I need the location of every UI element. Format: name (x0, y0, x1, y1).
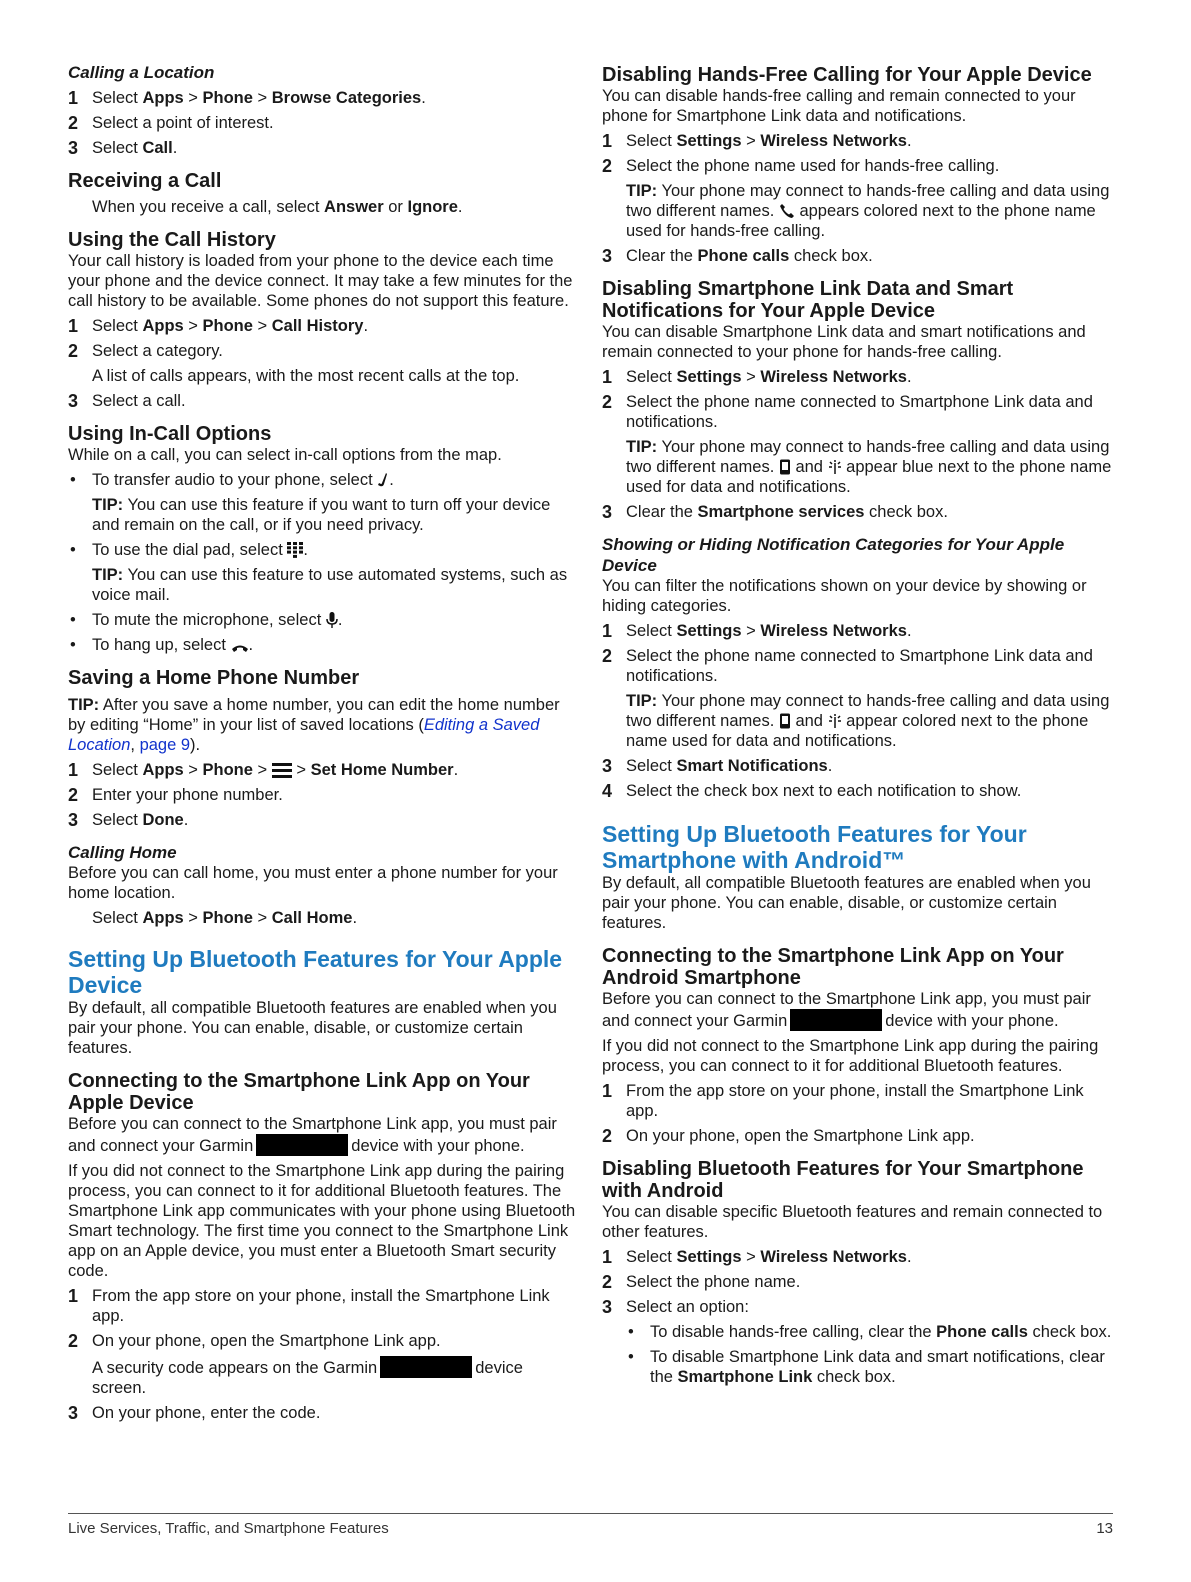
tip: TIP: Your phone may connect to hands-free calling and data using two different names. and appear blue next to the phone name used for data and notifications. (626, 438, 1112, 496)
paragraph: Before you can connect to the Smartphone Link app, you must pair and connect your Garmin device with your phone. (68, 1115, 557, 1155)
paragraph: You can disable specific Bluetooth features and remain connected to other features. (602, 1203, 1103, 1241)
microphone-icon (326, 612, 338, 628)
step: 1 Select Apps > Phone > > Set Home Number. (68, 760, 459, 780)
heading-connect-apple: Connecting to the Smartphone Link App on Your Apple Device (68, 1070, 530, 1114)
step: 1 Select Apps > Phone > Browse Categories. (68, 88, 426, 108)
page-number: 13 (1096, 1520, 1113, 1537)
tip: TIP: Your phone may connect to hands-free calling and data using two different names. appears colored next to the phone name used for hands-free calling. (626, 182, 1110, 240)
tip: TIP: Your phone may connect to hands-free calling and data using two different names. and appear colored next to the phone name used for data and notifications. (626, 692, 1110, 750)
redacted-model (256, 1134, 348, 1156)
paragraph: Your call history is loaded from your phone to the device each time your phone and the device connect. It may take a few minutes for the call history to be available. Some phones do not support this feature. (68, 252, 573, 310)
heading-bluetooth-apple: Setting Up Bluetooth Features for Your Apple Device (68, 946, 563, 998)
right-column (602, 62, 1117, 1387)
paragraph: If you did not connect to the Smartphone Link app during the pairing process, you can connect to it for additional Bluetooth features. The Smartphone Link app communicates with your phone using Bluetooth Smart technology. The first time you connect to the Smartphone Link app on an Apple device, you must enter a Bluetooth Smart security code. (68, 1162, 576, 1280)
heading-in-call-options: Using In-Call Options (68, 423, 272, 445)
paragraph: When you receive a call, select Answer or Ignore. (92, 198, 463, 216)
heading-calling-location: Calling a Location (68, 63, 215, 82)
heading-disable-android: Disabling Bluetooth Features for Your Smartphone with Android (602, 1158, 1084, 1202)
heading-notification-categories: Showing or Hiding Notification Categories for Your Apple Device (602, 535, 1065, 575)
step: 1 Select Settings > Wireless Networks. (602, 131, 912, 151)
paragraph: By default, all compatible Bluetooth features are enabled when you pair your phone. You can enable, disable, or customize certain features. (602, 874, 1091, 932)
tip: TIP: You can use this feature if you want to turn off your device and remain on the call, or if you need privacy. (92, 496, 551, 534)
step: 2 Select the phone name used for hands-free calling. (602, 156, 1000, 176)
step: 3 Clear the Smartphone services check box. (602, 502, 948, 522)
page-9-link[interactable]: page 9 (139, 736, 191, 754)
footer-section-title: Live Services, Traffic, and Smartphone Features (68, 1520, 389, 1537)
heading-receiving-call: Receiving a Call (68, 170, 222, 192)
step: 2 On your phone, open the Smartphone Link app. (68, 1331, 441, 1351)
step-note: A security code appears on the Garmin device screen. (68, 1356, 578, 1398)
step: 3 Select Call. (68, 138, 178, 158)
heading-disable-hands-free: Disabling Hands-Free Calling for Your Apple Device (602, 64, 1092, 86)
step: 2 Select a point of interest. (68, 113, 274, 133)
redacted-model (790, 1009, 882, 1031)
list-item: • To mute the microphone, select . (70, 611, 343, 629)
paragraph: While on a call, you can select in-call options from the map. (68, 446, 502, 464)
tip: TIP: After you save a home number, you can edit the home number by editing “Home” in your list of saved locations (Editing a Saved Location, page 9). (68, 696, 560, 754)
hang-up-icon (231, 643, 249, 653)
step: 2 Select the phone name connected to Smartphone Link data and notifications. (602, 646, 1093, 685)
step: 1 Select Settings > Wireless Networks. (602, 621, 912, 641)
step: 4 Select the check box next to each notification to show. (602, 781, 1022, 801)
paragraph: You can disable Smartphone Link data and smart notifications and remain connected to your phone for hands-free calling. (602, 323, 1086, 361)
list-item: • To hang up, select . (70, 636, 254, 654)
step: 3 Clear the Phone calls check box. (602, 246, 873, 266)
editing-saved-location-link[interactable]: Editing a Saved Location (68, 716, 540, 754)
paragraph: Before you can call home, you must enter a phone number for your home location. (68, 864, 558, 902)
smart-notifications-icon (828, 713, 842, 729)
heading-connect-android: Connecting to the Smartphone Link App on Your Android Smartphone (602, 945, 1064, 989)
menu-icon (272, 763, 292, 778)
step: 3 Select an option: (602, 1297, 749, 1317)
step: 3 Select a call. (68, 391, 186, 411)
page-footer (68, 1513, 1113, 1537)
smartphone-link-icon (779, 459, 791, 475)
step: 3 On your phone, enter the code. (68, 1403, 321, 1423)
list-item: • To transfer audio to your phone, select . (70, 471, 394, 489)
step: 2 On your phone, open the Smartphone Link app. (602, 1126, 975, 1146)
heading-call-history: Using the Call History (68, 229, 276, 251)
step: 2 Enter your phone number. (68, 785, 283, 805)
heading-calling-home: Calling Home (68, 843, 177, 862)
step-note: A list of calls appears, with the most recent calls at the top. (92, 367, 520, 385)
paragraph: You can disable hands-free calling and remain connected to your phone for Smartphone Link data and notifications. (602, 87, 1076, 125)
heading-bluetooth-android: Setting Up Bluetooth Features for Your Smartphone with Android™ (602, 821, 1027, 873)
left-column (68, 62, 578, 1423)
heading-home-phone-number: Saving a Home Phone Number (68, 667, 360, 689)
step: 1 Select Settings > Wireless Networks. (602, 1247, 912, 1267)
paragraph: Before you can connect to the Smartphone Link app, you must pair and connect your Garmin device with your phone. (602, 990, 1091, 1030)
step: 3 Select Done. (68, 810, 189, 830)
heading-disable-smartphone-link: Disabling Smartphone Link Data and Smart Notifications for Your Apple Device (602, 278, 1014, 322)
transfer-audio-icon (377, 472, 389, 488)
list-item: • To disable Smartphone Link data and smart notifications, clear the Smartphone Link check box. (628, 1348, 1105, 1386)
step: 1 Select Settings > Wireless Networks. (602, 367, 912, 387)
list-item: • To disable hands-free calling, clear the Phone calls check box. (628, 1323, 1112, 1341)
paragraph: Select Apps > Phone > Call Home. (92, 909, 358, 927)
step: 3 Select Smart Notifications. (602, 756, 833, 776)
smartphone-link-icon (779, 713, 791, 729)
redacted-model (380, 1356, 472, 1378)
tip: TIP: You can use this feature to use automated systems, such as voice mail. (92, 566, 568, 604)
list-item: • To use the dial pad, select . (70, 541, 308, 559)
dial-pad-icon (287, 542, 303, 558)
paragraph: If you did not connect to the Smartphone Link app during the pairing process, you can connect to it for additional Bluetooth features. (602, 1037, 1099, 1075)
step: 1 From the app store on your phone, install the Smartphone Link app. (602, 1081, 1084, 1120)
paragraph: You can filter the notifications shown on your device by showing or hiding categories. (602, 577, 1087, 615)
phone-icon (779, 203, 795, 219)
paragraph: By default, all compatible Bluetooth features are enabled when you pair your phone. You can enable, disable, or customize certain features. (68, 999, 557, 1057)
step: 1 Select Apps > Phone > Call History. (68, 316, 369, 336)
step: 2 Select a category. (68, 341, 223, 361)
smart-notifications-icon (828, 459, 842, 475)
step: 2 Select the phone name connected to Smartphone Link data and notifications. (602, 392, 1093, 431)
step: 1 From the app store on your phone, install the Smartphone Link app. (68, 1286, 550, 1325)
step: 2 Select the phone name. (602, 1272, 801, 1292)
